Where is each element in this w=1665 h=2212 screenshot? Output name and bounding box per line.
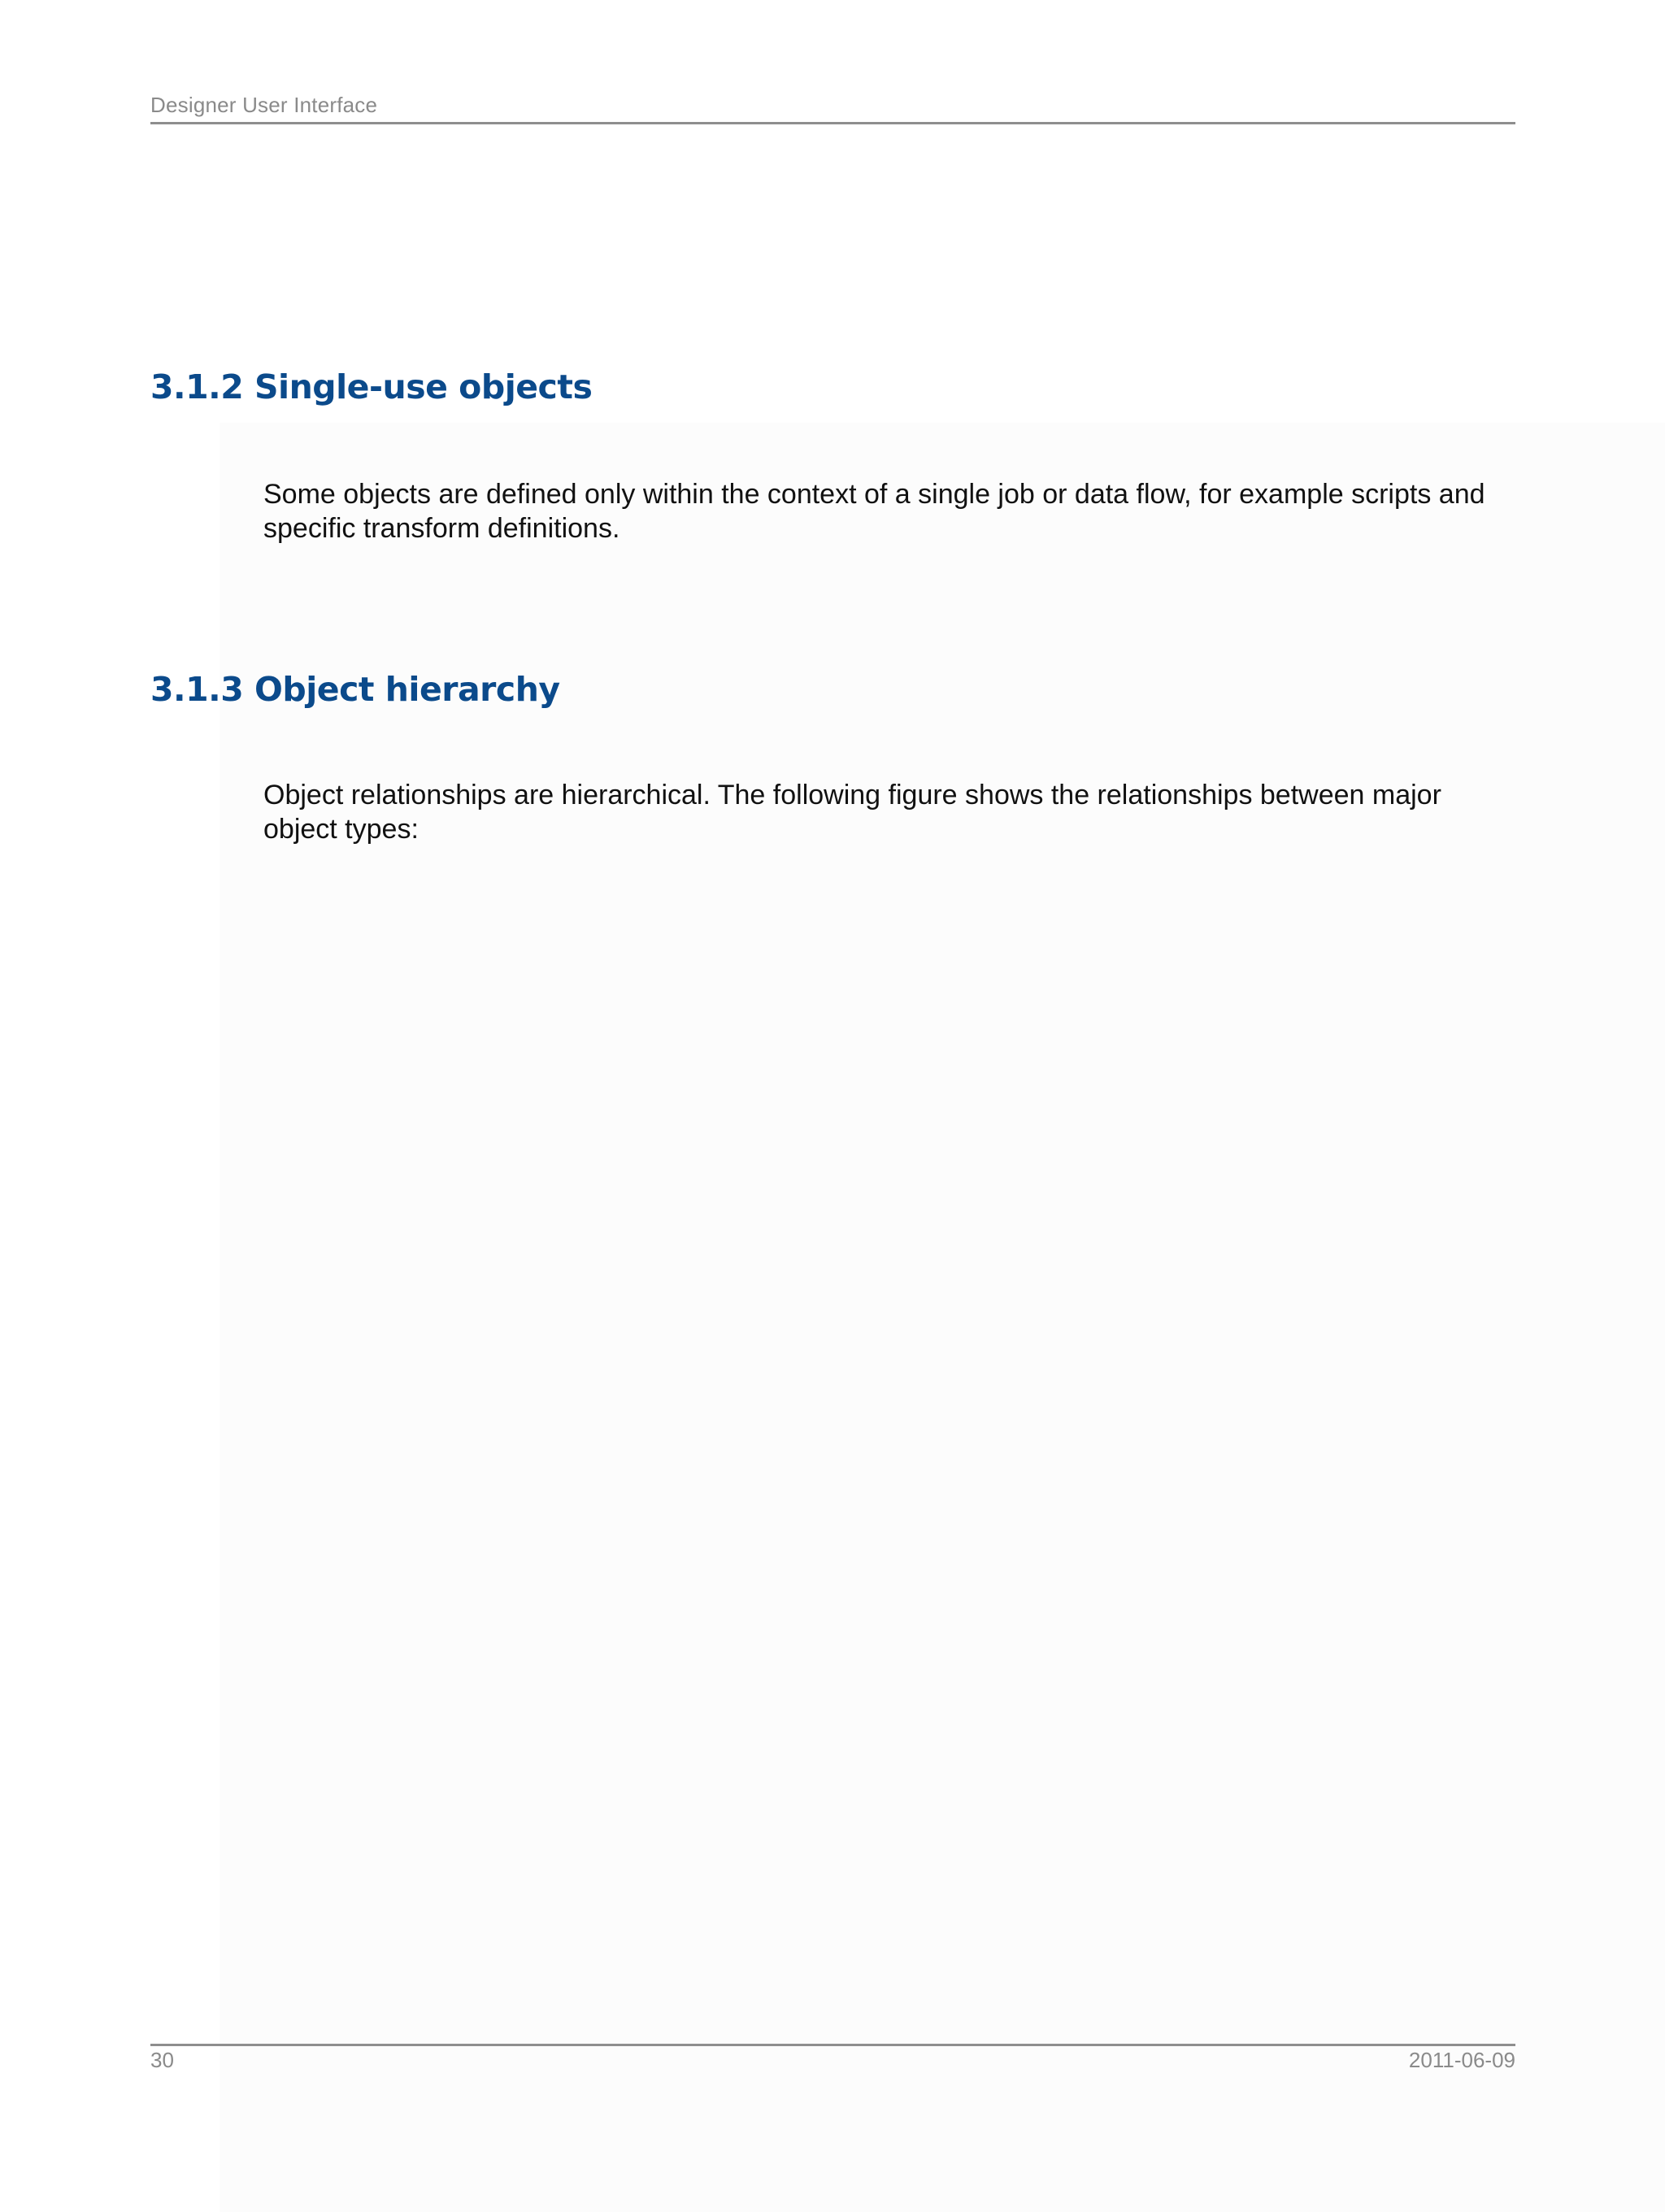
paragraph-single-use-objects: Some objects are defined only within the context of a single job or data flow, for example scripts and specific transform definitions.: [263, 479, 1485, 544]
section-heading-single-use-objects: 3.1.2 Single-use objects: [150, 367, 593, 406]
footer-rule: [150, 2044, 1515, 2046]
paragraph-object-hierarchy: Object relationships are hierarchical. The following figure shows the relationships between major object types:: [263, 780, 1441, 845]
running-header: Designer User Interface: [150, 93, 378, 117]
footer-date: 2011-06-09: [1408, 2048, 1515, 2072]
page-number: 30: [150, 2048, 174, 2072]
header-rule: [150, 122, 1515, 124]
section-heading-object-hierarchy: 3.1.3 Object hierarchy: [150, 670, 560, 709]
